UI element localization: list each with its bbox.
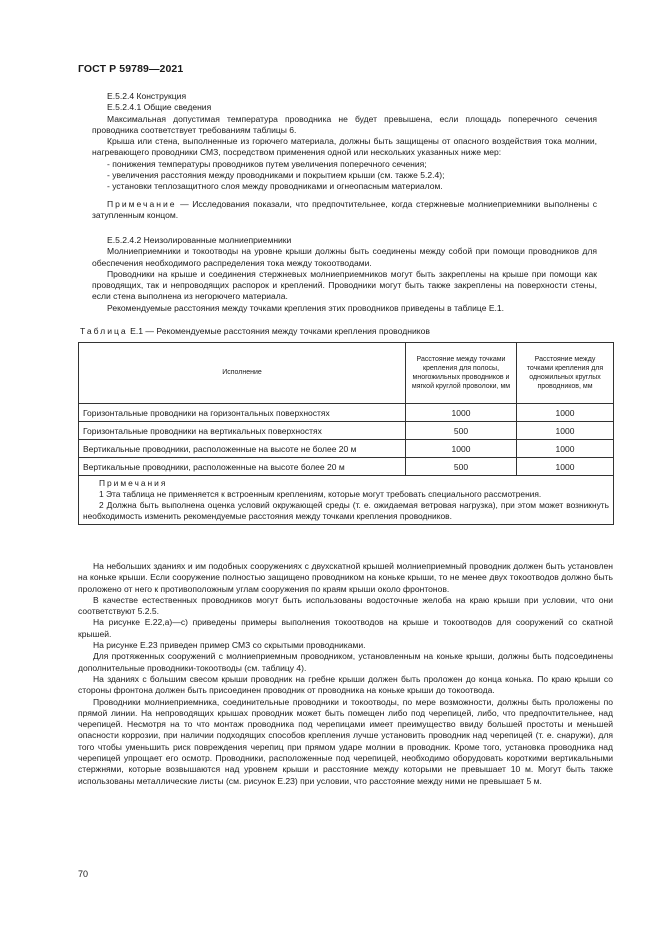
page-number: 70 — [78, 869, 89, 879]
table-row — [79, 458, 614, 476]
table-notes-title: Примечания — [99, 478, 168, 488]
table-cell: Вертикальные проводники, расположенные на высоте не более 20 м — [79, 440, 406, 458]
subsection-heading: Е.5.2.4.2 Неизолированные молниеприемники — [107, 235, 292, 245]
list-item: - установки теплозащитного слоя между проводниками и огнеопасным материалом. — [107, 181, 443, 192]
table-cell: 500 — [406, 422, 517, 440]
section-heading: Е.5.2.4 Конструкция — [107, 91, 187, 101]
table-cell: 1000 — [517, 404, 614, 422]
list-item: - увеличения расстояния между проводниками и покрытием крыши (см. также 5.2.4); — [107, 170, 445, 181]
paragraph: Молниеприемники и токоотводы на уровне крыши должны быть соединены между собой при помощи проводников для обеспечения необходимого распределения тока между токоотводами. — [92, 246, 597, 268]
table-cell: 1000 — [517, 458, 614, 476]
paragraph: Проводники на крыше и соединения стержневых молниеприемников могут быть закреплены на крыше при помощи как проводящих, так и непроводящих распорок и креплений. Проводники могут быть также закреплены на поверхности стены, если стена выполнена из негорючего материала. — [92, 268, 597, 302]
section-construction — [92, 91, 597, 221]
table-row — [79, 422, 614, 440]
note — [92, 199, 597, 222]
paragraph: Максимальная допустимая температура проводника не будет превышена, если площадь поперечного сечения проводника соответствует требованиям таблицы 6. — [92, 113, 597, 135]
paragraph: Рекомендуемые расстояния между точками крепления этих проводников приведены в таблице Е.1. — [107, 302, 505, 313]
table-row — [79, 440, 614, 458]
note-label: Примечание — [107, 198, 177, 209]
fastening-distance-table — [78, 342, 614, 525]
paragraph: На зданиях с большим свесом крыши проводник на гребне крыши должен быть проложен до конца конька. По краю крыши со стороны фронтона должен быть присоединен проводник от проводника на коньке крыши до токоотвода. — [78, 673, 613, 696]
table-cell: 1000 — [517, 422, 614, 440]
table-notes-row — [79, 476, 614, 525]
table-header-row — [79, 343, 614, 404]
table-header-cell: Расстояние между точками крепления для полосы, многожильных проводников и мягкой круглой проволоки, мм — [406, 343, 517, 404]
table-caption-text: Е.1 — Рекомендуемые расстояния между точками крепления проводников — [127, 326, 430, 336]
table-cell: 1000 — [406, 404, 517, 422]
paragraph: На рисунке Е.22,а)—с) приведены примеры выполнения токоотводов на крыше и токоотводов для сооружений со скатной крышей. — [78, 617, 613, 639]
table-note: 1 Эта таблица не применяется к встроенным креплениям, которые могут требовать специального рассмотрения. — [99, 489, 542, 499]
table-cell: 500 — [406, 458, 517, 476]
table-cell: 1000 — [406, 440, 517, 458]
list-item: - понижения температуры проводников путем увеличения поперечного сечения; — [107, 158, 427, 169]
table-cell: Горизонтальные проводники на горизонтальных поверхностях — [79, 404, 406, 422]
paragraph: Для протяженных сооружений с молниеприемным проводником, установленным на коньке крыши, должны быть подсоединены дополнительные проводники-токоотводы (см. таблицу 4). — [78, 651, 613, 673]
body-text — [78, 561, 613, 787]
paragraph: Крыша или стена, выполненные из горючего материала, должны быть защищены от опасного воздействия тока молнии, нагревающего проводники СМЗ, посредством применения одной или нескольких указанных ниже мер: — [92, 136, 597, 158]
paragraph: В качестве естественных проводников могут быть использованы водосточные желоба на краю крыши при условии, что они соответствуют 5.2.5. — [78, 594, 613, 617]
subsection-heading: Е.5.2.4.1 Общие сведения — [107, 102, 212, 113]
section-uninsulated — [92, 235, 597, 314]
table-caption-label: Таблица — [80, 326, 128, 336]
paragraph: На рисунке Е.23 приведен пример СМЗ со скрытыми проводниками. — [93, 640, 366, 651]
table-note: 2 Должна быть выполнена оценка условий окружающей среды (т. е. ожидаемая ветровая нагрузка), при этом может возникнуть необходимость изменить рекомендуемые расстояния между точками крепления проводников. — [83, 500, 609, 521]
document-header: ГОСТ Р 59789—2021 — [78, 63, 184, 75]
table-header-cell: Исполнение — [79, 343, 406, 404]
note-text: — Исследования показали, что предпочтительнее, когда стержневые молниеприемники выполнены с затупленным концом. — [92, 198, 597, 220]
table-cell: 1000 — [517, 440, 614, 458]
table-caption — [80, 326, 430, 336]
table-cell: Вертикальные проводники, расположенные на высоте более 20 м — [79, 458, 406, 476]
table-row — [79, 404, 614, 422]
paragraph: На небольших зданиях и им подобных сооружениях с двухскатной крышей молниеприемный проводник должен быть установлен на коньке крыши. Если сооружение полностью защищено проводником на коньке крыши, то не менее двух токоотводов должно быть проложено от него к противоположным углам сооружения по краям крыши около фронтонов. — [78, 561, 613, 594]
table-notes — [79, 476, 614, 525]
table-header-cell: Расстояние между точками крепления для одножильных круглых проводников, мм — [517, 343, 614, 404]
paragraph: Проводники молниеприемника, соединительные проводники и токоотводы, по мере возможности, должны быть проложены по прямой линии. На непроводящих крышах проводник может быть помещен либо под черепицей, либо, что предпочтительнее, над черепицей. Несмотря на то что монтаж проводника под черепицами имеет преимущество ввиду большей простоты и меньшей опасности коррозии, при наличии подходящих способов крепления лучше установить проводник над черепицей (т. е. снаружи), для того чтобы уменьшить риск повреждения черепиц при прямом ударе молнии в проводник. Кроме того, установка проводника над черепицей упрощает его осмотр. Проводники, расположенные под черепицей, необходимо оборудовать короткими вертикальными стержнями, которые возвышаются над уровнем крыши и расстояние между которыми не превышает 10 м. Могут быть также использованы металлические листы (см. рисунок Е.23) при условии, что расстояние между ними не превышает 5 м. — [78, 696, 613, 786]
table-cell: Горизонтальные проводники на вертикальных поверхностях — [79, 422, 406, 440]
